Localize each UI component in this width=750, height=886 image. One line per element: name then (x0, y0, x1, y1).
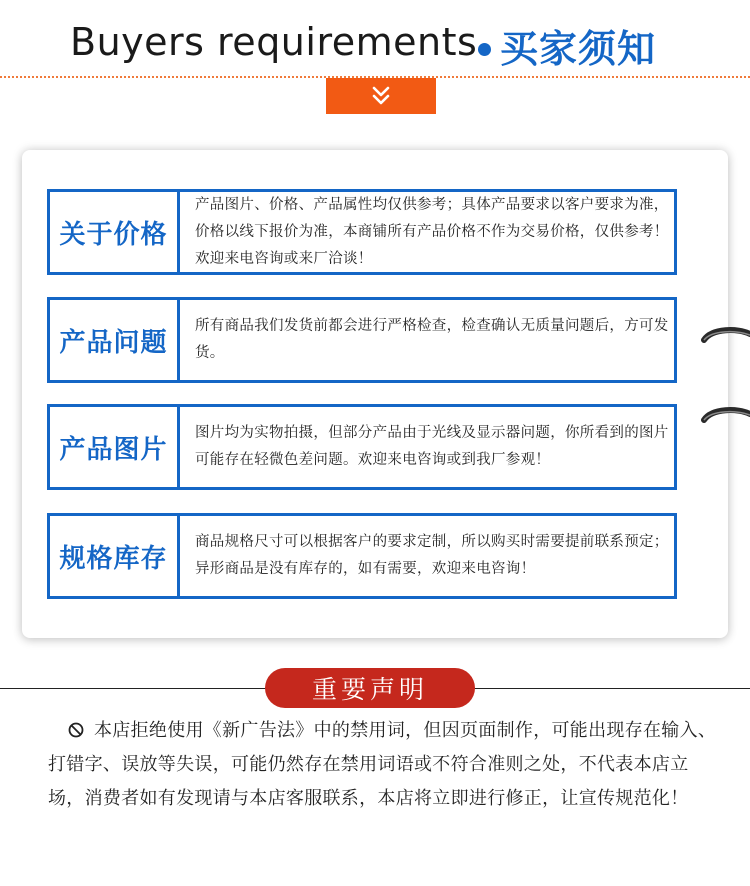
double-chevron-down-icon (372, 86, 390, 106)
title-chinese: 买家须知 (500, 27, 657, 71)
info-row-quality (47, 297, 677, 383)
info-row-price (47, 189, 677, 275)
row-label: 关于价格 (50, 192, 180, 272)
row-text: 商品规格尺寸可以根据客户的要求定制，所以购买时需要提前联系预定；异形商品是没有库存的，如有需要，欢迎来电咨询！ (195, 534, 669, 577)
prohibited-icon (68, 722, 84, 738)
row-label: 规格库存 (50, 516, 180, 596)
row-label: 产品图片 (50, 407, 180, 487)
title-dot (478, 43, 491, 56)
row-label: 产品问题 (50, 300, 180, 380)
binder-ring-icon (700, 326, 750, 348)
info-row-stock (47, 513, 677, 599)
row-text: 产品图片、价格、产品属性均仅供参考；具体产品要求以客户要求为准，价格以线下报价为准，本商铺所有产品价格不作为交易价格，仅供参考！欢迎来电咨询或来厂洽谈！ (195, 196, 669, 267)
row-text: 图片均为实物拍摄，但部分产品由于光线及显示器问题，你所看到的图片可能存在轻微色差问题。欢迎来电咨询或到我厂参观！ (195, 425, 669, 468)
info-row-images (47, 404, 677, 490)
row-text: 所有商品我们发货前都会进行严格检查，检查确认无质量问题后，方可发货。 (195, 318, 669, 361)
header (0, 0, 750, 120)
header-arrow-box (326, 78, 436, 114)
binder-ring-icon (700, 406, 750, 428)
notice-title: 重要声明 (265, 668, 475, 708)
notice-text: 本店拒绝使用《新广告法》中的禁用词，但因页面制作，可能出现存在输入、打错字、误放等失误，可能仍然存在禁用词语或不符合准则之处，不代表本店立场，消费者如有发现请与本店客服联系，本店将立即进行修正，让宣传规范化！ (48, 720, 717, 809)
title-english: Buyers requirements (70, 20, 478, 64)
notice-body (48, 714, 718, 816)
